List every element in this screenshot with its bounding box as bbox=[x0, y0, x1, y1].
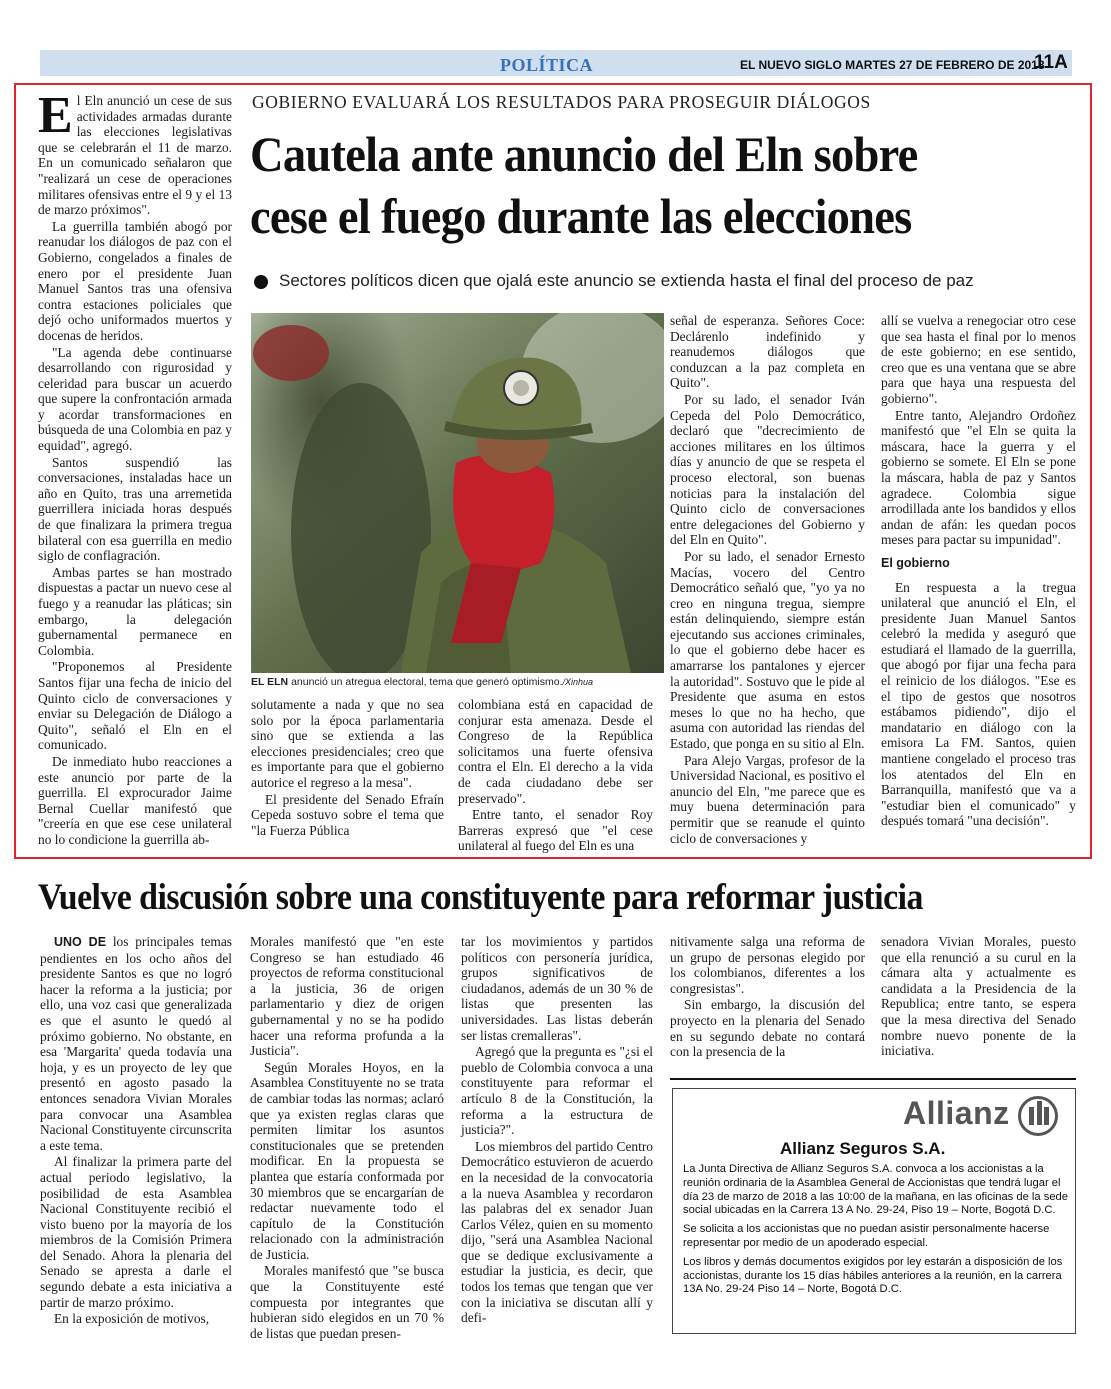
story1-headline bbox=[250, 123, 1022, 247]
ad-company-name: Allianz Seguros S.A. bbox=[780, 1139, 946, 1158]
section-name: POLÍTICA bbox=[500, 55, 594, 75]
paragraph: solutamente a nada y que no sea solo por la época parlamentaria sino que se extienda a las elecciones presidenciales; creo que es importante para que el gobierno autorice el regreso a la mesa". bbox=[251, 697, 444, 790]
story1-column-1 bbox=[38, 87, 232, 849]
ad-paragraph: Los libros y demás documentos exigidos por ley estarán a disposición de los accionistas, durante los 15 días hábiles anteriores a la reunión, en la carrera 13A No. 29-24 Piso 14 – Norte, Bogotá D.C. bbox=[683, 1255, 1063, 1296]
paragraph: Según Morales Hoyos, en la Asamblea Constituyente no se trata de cambiar todas las normas; aclaró que ya existen reglas claras que permiten limitar los asuntos constitucionales que se pretenden modificar. En la propuesta se plantea que estaría conformada por 30 miembros que se encargarían de redactar nuevamente todo el capítulo de la Constitución relacionado con la administración de Justicia. bbox=[250, 1059, 444, 1262]
paragraph: Por su lado, el senador Iván Cepeda del Polo Democrático, declaró que "decrecimiento de acciones militares en los últimos días y anuncio de que se respeta el proceso electoral, son buenas noticias para la instalación del Quinto ciclo de conversaciones entre delegaciones del Gobierno y del Eln en Quito". bbox=[670, 391, 865, 548]
headline-line-1: Cautela ante anuncio del Eln sobre bbox=[250, 126, 918, 182]
paper-date: EL NUEVO SIGLO MARTES 27 DE FEBRERO DE 2018 bbox=[740, 58, 1045, 72]
news-photo bbox=[251, 313, 664, 673]
story1-column-4 bbox=[670, 313, 865, 847]
paragraph: "La agenda debe continuarse desarrollando con rigurosidad y celeridad para buscar un acuerdo que supere la confrontación armada y acordar transformaciones en búsqueda de una Colombia en paz y equidad", agregó. bbox=[38, 344, 232, 454]
paragraph: colombiana está en capacidad de conjurar esta amenaza. Desde el Congreso de la República solicitamos una fuerte ofensiva contra el Eln. El derecho a la vida de cada ciudadano debe ser preservado". bbox=[458, 697, 653, 806]
story2-headline: Vuelve discusión sobre una constituyente para reformar justicia bbox=[38, 877, 923, 918]
paragraph: En la exposición de motivos, bbox=[54, 1311, 210, 1327]
story2-column-3 bbox=[461, 934, 653, 1327]
logo-bar bbox=[1044, 1107, 1049, 1125]
paragraph: "Proponemos al Presidente Santos fijar una fecha de inicio del Quinto ciclo de conversaciones y enviar su Delegación de Diálogo a Quito", señaló el Eln en el comunicado. bbox=[38, 659, 232, 753]
headline-line-2: cese el fuego durante las elecciones bbox=[250, 188, 912, 244]
paragraph: l Eln anunció un cese de sus actividades armadas durante las elecciones legislativas que se celebrarán el 11 de marzo. En un comunicado señalaron que "realizará un cese de operaciones militares ofensivas entre el 9 y el 13 de marzo próximos". bbox=[38, 93, 232, 218]
caption-credit: /Xinhua bbox=[562, 677, 594, 687]
lead-in: UNO DE bbox=[54, 935, 107, 949]
ad-paragraph: Se solicita a los accionistas que no puedan asistir personalmente hacerse representar por medio de un apoderado especial. bbox=[683, 1223, 1050, 1249]
story2-column-4 bbox=[670, 934, 865, 1061]
ad-body bbox=[683, 1163, 1069, 1302]
paragraph: En respuesta a la tregua unilateral que anunció el Eln, el presidente Juan Manuel Santos celebró la medida y aseguró que estudiará el llamado de la guerrilla, que abogó por fijar una fecha para el reinicio de los diálogos. "Ese es el tipo de gestos que nosotros estábamos pidiendo", dijo el mandatario en diálogo con la emisora La FM. Santos, quien mantiene congelado el proceso tras los atentados del Eln en Barranquilla, manifestó que va a "estudiar bien el comunicado" y después tomará "una decisión". bbox=[881, 579, 1076, 829]
page-number: 11A bbox=[1034, 52, 1068, 73]
story1-column-5 bbox=[881, 313, 1076, 830]
paragraph: Morales manifestó que "se busca que la Constituyente esté compuesta por integrantes que hubieran sido elegidos en un 70 % de listas que puedan presen- bbox=[250, 1263, 444, 1341]
paragraph: Entre tanto, Alejandro Ordoñez manifestó que "el Eln se quita la máscara, hace la guerra y el gobierno se somete. El Eln se pone la máscara, habla de paz y Santos agradece. Colombia sigue arrodillada ante los bandidos y ellos andan de afán: les quedan pocos meses para pactar su impunidad". bbox=[881, 407, 1076, 548]
paragraph: De inmediato hubo reacciones a este anuncio por parte de la guerrilla. El exprocurador Jaime Bernal Cuellar manifestó que "creería en que ese cese unilateral no lo condicione la guerrilla ab- bbox=[38, 753, 232, 847]
story2-column-5 bbox=[881, 934, 1076, 1060]
paragraph: senadora Vivian Morales, puesto que ella renunció a su curul en la cámara alta y actualmente es candidata a la Presidencia de la Republica; entre tanto, se espera que la mesa directiva del Senado nombre nuevo ponente de la iniciativa. bbox=[881, 934, 1076, 1059]
photo-caption bbox=[251, 676, 664, 688]
ad-divider bbox=[670, 1078, 1076, 1080]
story1-column-3 bbox=[458, 697, 653, 855]
caption-lead: EL ELN bbox=[251, 676, 289, 688]
paragraph: los principales temas pendientes en los ocho años del presidente Santos es que no logró hacer la reforma a la justicia; por ello, una voz casi que generalizada es que el asunto le quedó al próximo gobierno. No obstante, en esa 'Margarita' queda todavía una hoja, y es un proyecto de ley que presentó en agosto pasado la entonces senadora Vivian Morales para convocar una Asamblea Nacional Constituyente circunscrita a este tema. bbox=[40, 934, 232, 1153]
story1-subhead: Sectores políticos dicen que ojalá este anuncio se extienda hasta el final del proceso de paz bbox=[279, 271, 974, 290]
paragraph: tar los movimientos y partidos políticos con personería jurídica, grupos significativos de ciudadanos, además de un 30 % de listas que presenten las universidades. Las listas deberán ser listas cremalleras". bbox=[461, 934, 653, 1043]
paragraph: Entre tanto, el senador Roy Barreras expresó que "el cese unilateral al fuego del Eln es una bbox=[458, 807, 653, 854]
section-subtitle: El gobierno bbox=[881, 555, 950, 570]
logo-bar bbox=[1037, 1101, 1042, 1125]
story1-kicker: GOBIERNO EVALUARÁ LOS RESULTADOS PARA PROSEGUIR DIÁLOGOS bbox=[252, 92, 871, 112]
story2-column-2 bbox=[250, 934, 444, 1342]
story1-column-2 bbox=[251, 697, 444, 839]
story2-column-1 bbox=[40, 934, 232, 1328]
paragraph: Sin embargo, la discusión del proyecto en la plenaria del Senado en su segundo debate no contará con la presencia de la bbox=[670, 997, 865, 1060]
paragraph: La guerrilla también abogó por reanudar los diálogos de paz con el Gobierno, congelados a finales de enero por el presidente Juan Manuel Santos tras una ofensiva contra estaciones policiales que dejó ocho uniformados muertos y docenas de heridos. bbox=[38, 218, 232, 343]
bullet-icon bbox=[254, 275, 268, 289]
paragraph: Agregó que la pregunta es "¿si el pueblo de Colombia convoca a una constituyente para reformar el artículo 8 de la Constitución, la reforma a la estructura de justicia?". bbox=[461, 1044, 653, 1138]
paragraph: allí se vuelva a renegociar otro cese que sea hasta el final por lo menos de este gobierno; en ese sentido, creo que es una ventana que se abre para que haya una respuesta del gobierno". bbox=[881, 313, 1076, 406]
caption-text: anunció un atregua electoral, tema que generó optimismo. bbox=[288, 676, 563, 688]
paragraph: Los miembros del partido Centro Democrático estuvieron de acuerdo en la necesidad de la convocatoria a la nueva Asamblea y recordaron las palabras del ex senador Juan Carlos Vélez, quien en su momento dijo, "será una Asamblea Nacional que se dedique exclusivamente a estudiar la justicia, es decir, que todos los temas que tengan que ver con la iniciativa se discutan allí y defi- bbox=[461, 1138, 653, 1326]
paragraph: Por su lado, el senador Ernesto Macías, vocero del Centro Democrático señaló que, "yo ya no creo en ninguna tregua, siempre están delinquiendo, siempre están ejecutando sus acciones criminales, lo que el gobierno debe hacer es amarrarse los pantalones y ejercer la autoridad". Sostuvo que le pide al Presidente que asuma en estos meses lo que no ha hecho, que asuma con autoridad las riendas del Estado, que ponga en su sitio al Eln. bbox=[670, 548, 865, 752]
guerrilla-fighter-photo-illustration bbox=[251, 313, 664, 673]
allianz-eagle-icon bbox=[1018, 1096, 1058, 1136]
drop-cap: E bbox=[38, 87, 73, 144]
logo-bar bbox=[1029, 1107, 1034, 1125]
paragraph: Al finalizar la primera parte del actual periodo legislativo, la posibilidad de esta Asamblea Nacional Constituyente recibió el visto bueno por la mayoría de los miembros de la Comisión Primera del Senado. Ahora la plenaria del Senado se apresta a darle el segundo debate a esta iniciativa a partir de marzo próximo. bbox=[40, 1154, 232, 1310]
paragraph: señal de esperanza. Señores Coce: Declárenlo indefinido y reanudemos diálogos que conduzcan a la paz completa en Quito". bbox=[670, 313, 865, 391]
paragraph: Ambas partes se han mostrado dispuestas a pactar un nuevo cese al fuego y a reanudar las pláticas; sin embargo, la delegación gubernamental permanece en Colombia. bbox=[38, 564, 232, 658]
paragraph: Morales manifestó que "en este Congreso se han estudiado 46 proyectos de reforma constitucional a la justicia, 36 de origen parlamentario y diez de origen gubernamental y no se ha podido hacer una reforma profunda a la Justicia". bbox=[250, 934, 444, 1059]
allianz-logo: Allianz bbox=[903, 1095, 1010, 1131]
paragraph: El presidente del Senado Efraín Cepeda sostuvo sobre el tema que "la Fuerza Pública bbox=[251, 791, 444, 838]
paragraph: Para Alejo Vargas, profesor de la Universidad Nacional, es positivo el anuncio del Eln, "me parece que es muy buena determinación para permitir que se reanude el quinto ciclo de conversaciones y bbox=[670, 752, 865, 846]
ad-paragraph: La Junta Directiva de Allianz Seguros S.A. convoca a los accionistas a la reunión ordinaria de la Asamblea General de Accionistas que tendrá lugar el día 23 de marzo de 2018 a las 10:00 de la mañana, en las oficinas de la sede social ubicadas en la Carrera 13 A No. 29-24, Piso 19 – Norte, Bogotá D.C. bbox=[683, 1163, 1068, 1217]
paragraph: Santos suspendió las conversaciones, instaladas hace un año en Quito, tras una arremetida guerrillera iniciada horas después de que finalizara la primera tregua bilateral con esa guerrilla en medio siglo de conflagración. bbox=[38, 454, 232, 564]
paragraph: nitivamente salga una reforma de un grupo de personas elegido por los colombianos, diferentes a los congresistas". bbox=[670, 934, 865, 996]
